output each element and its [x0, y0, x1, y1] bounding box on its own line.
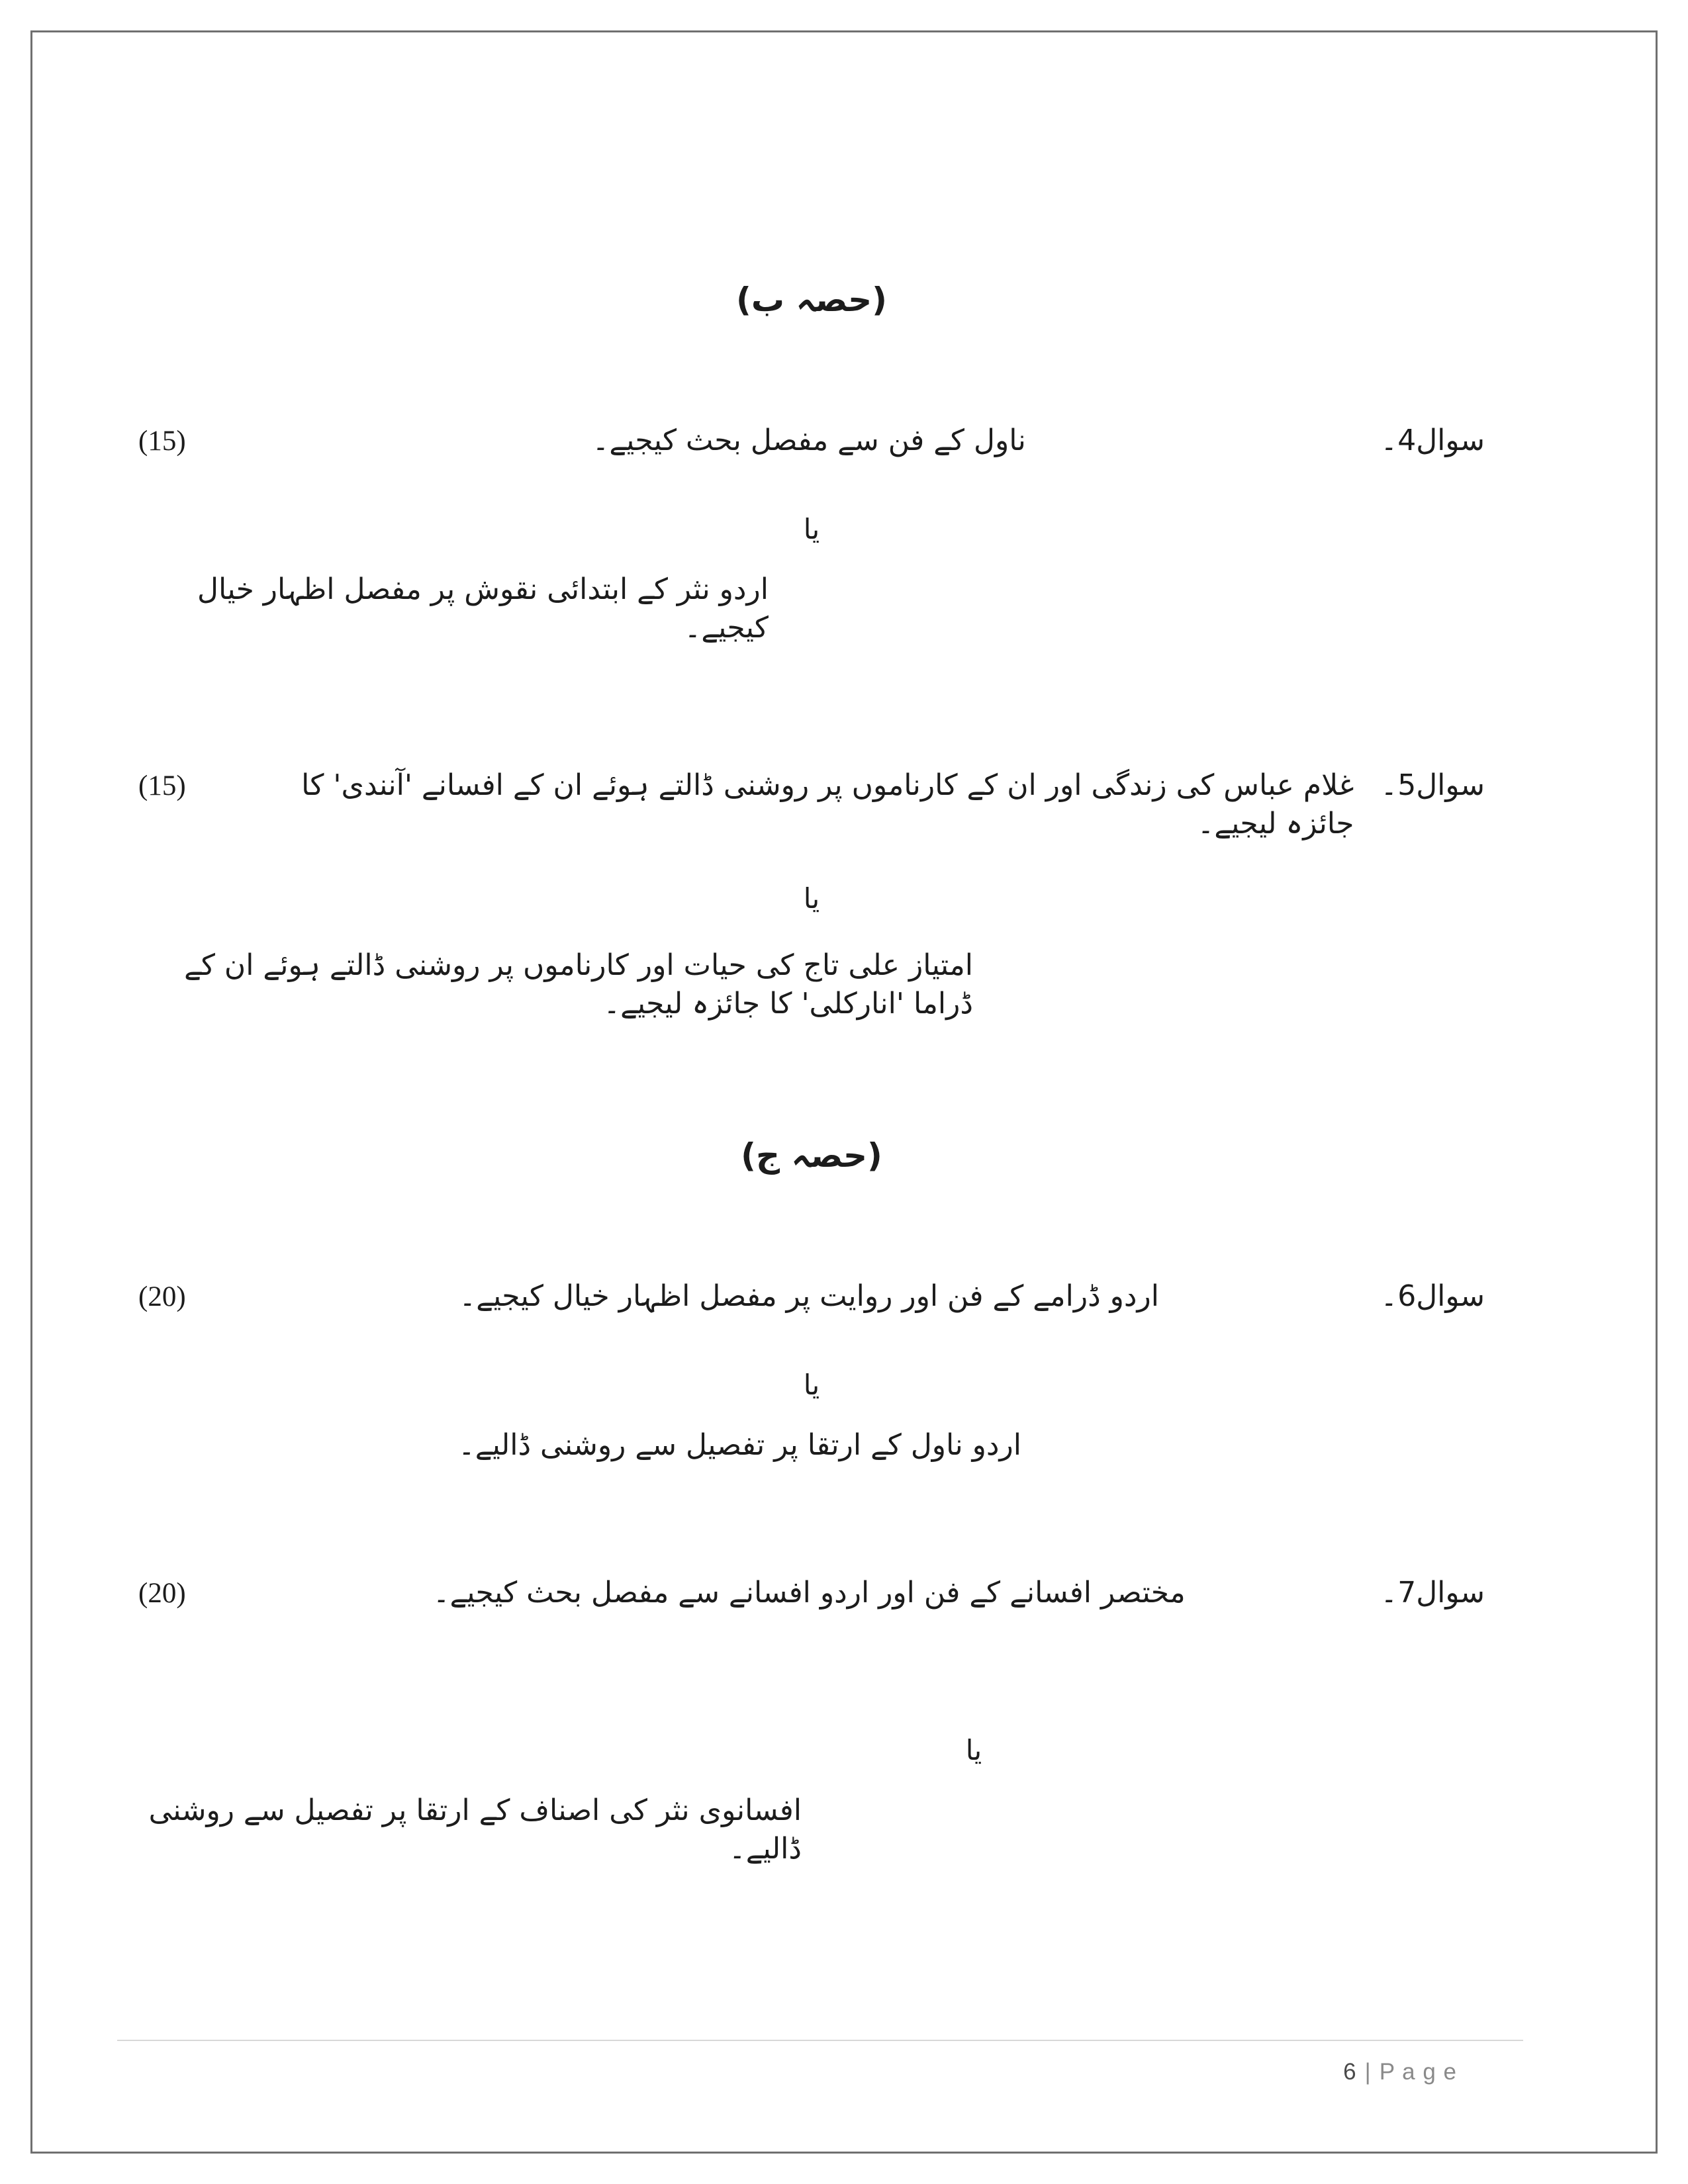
question-4-marks: (15) [138, 426, 186, 457]
question-5-label: سوال5۔ [1380, 768, 1485, 802]
question-4-text: ناول کے فن سے مفصل بحث کیجیے۔ [592, 424, 1026, 457]
footer-separator: | [1364, 2059, 1372, 2085]
page-footer [1343, 2059, 1457, 2085]
question-6-label: سوال6۔ [1380, 1279, 1485, 1313]
question-5-or-label: یا [803, 882, 820, 915]
question-5-alt-text: امتیاز علی تاج کی حیات اور کارناموں پر روشنی ڈالتے ہوئے ان کے ڈراما 'انارکلی' کا جائزہ لیجیے۔ [184, 948, 973, 1021]
question-6-row [138, 1277, 1485, 1316]
question-7-alt-text: افسانوی نثر کی اصناف کے ارتقا پر تفصیل سے روشنی ڈالیے۔ [148, 1794, 802, 1866]
question-6-alt-text: اردو ناول کے ارتقا پر تفصیل سے روشنی ڈالیے۔ [458, 1428, 1021, 1462]
question-4-or-label: یا [803, 513, 820, 545]
question-6-marks: (20) [138, 1281, 186, 1312]
footer-divider [117, 2040, 1523, 2041]
question-4-label: سوال4۔ [1380, 424, 1485, 457]
page-content [32, 32, 1656, 2152]
question-7-label: سوال7۔ [1380, 1576, 1485, 1610]
question-7-marks: (20) [138, 1578, 186, 1609]
question-7-row [138, 1574, 1485, 1613]
question-6-or-label: یا [803, 1369, 820, 1401]
question-5-row [138, 766, 1485, 843]
section-b-heading: (حصہ ب) [736, 281, 887, 319]
question-4-alt-text: اردو نثر کے ابتدائی نقوش پر مفصل اظہار خیال کیجیے۔ [197, 572, 769, 645]
question-5-marks: (15) [138, 770, 186, 801]
question-7-or-label: یا [965, 1734, 982, 1766]
section-c-heading: (حصہ ج) [741, 1136, 882, 1175]
question-7-text: مختصر افسانے کے فن اور اردو افسانے سے مفصل بحث کیجیے۔ [432, 1576, 1186, 1610]
question-5-text: غلام عباس کی زندگی اور ان کے کارناموں پر روشنی ڈالتے ہوئے ان کے افسانے 'آنندی' کا جائزہ لیجیے۔ [301, 768, 1354, 841]
question-6-text: اردو ڈرامے کے فن اور روایت پر مفصل اظہار خیال کیجیے۔ [459, 1279, 1159, 1313]
question-4-row [138, 422, 1485, 461]
footer-page-label: P a g e [1379, 2059, 1457, 2085]
page-border [30, 30, 1658, 2154]
page-number: 6 [1343, 2059, 1357, 2085]
